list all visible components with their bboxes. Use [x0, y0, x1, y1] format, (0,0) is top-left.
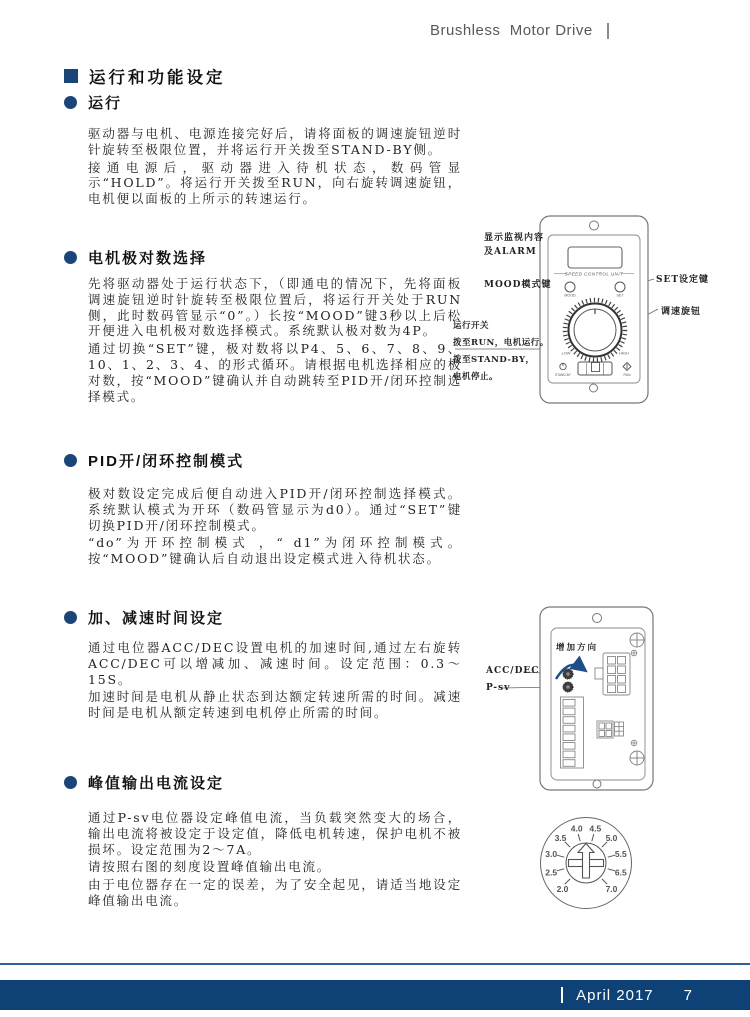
- section-body-accel: [88, 640, 462, 723]
- screw-hole-bottom: [593, 780, 601, 788]
- paragraph: 通过电位器ACC/DEC设置电机的加速时间,通过左右旋转ACC/DEC可以增减加、减速时间。设定范围：0.3～15S。: [88, 640, 462, 687]
- paragraph: 驱动器与电机、电源连接完好后，请将面板的调速旋钮逆时针旋转至极限位置，并将运行开关拨至STAND-BY侧。: [88, 126, 462, 157]
- screw-hole-top: [590, 221, 599, 230]
- section-body-peak: [88, 810, 462, 911]
- main-section-heading: [64, 64, 226, 88]
- dial-value: 2.5: [545, 867, 558, 878]
- footer-bar: [0, 980, 750, 1010]
- p-sv-potentiometer: [563, 682, 573, 692]
- callout-run-switch-line1: 运行开关: [453, 321, 490, 331]
- paragraph: 请按照右图的刻度设置峰值输出电流。: [88, 859, 332, 875]
- ground-icon-bottom: [631, 740, 637, 746]
- run-label: RUN: [623, 373, 631, 377]
- callout-knob: 调速旋钮: [661, 307, 702, 317]
- circle-bullet-icon: [64, 611, 77, 624]
- callout-p-sv: P-sv: [486, 683, 511, 693]
- digital-display: [568, 247, 622, 268]
- header-divider: [607, 23, 609, 39]
- knob-low-label: LOW: [561, 351, 571, 356]
- footer-page-number: 7: [683, 986, 692, 1004]
- callout-run-switch-line2: 拨至RUN，电机运行。: [453, 338, 549, 348]
- callout-display: [484, 231, 544, 259]
- paragraph: 通过P-sv电位器设定峰值电流，当负载突然变大的场合，输出电流将被设定于设定值，降低电机转速，保护电机不被损坏。设定范围为2～7A。: [88, 810, 462, 857]
- section-heading-peak: [64, 772, 224, 793]
- header-title: Brushless Motor Drive: [430, 22, 593, 39]
- mood-button-label: MOOD: [564, 293, 576, 298]
- dial-value: 3.0: [545, 849, 558, 859]
- run-switch: [578, 362, 612, 375]
- main-section-title: 运行和功能设定: [89, 69, 226, 87]
- section-heading-run: [64, 92, 122, 113]
- paragraph: “do”为开环控制模式 ，“ d1”为闭环控制模式。按“MOOD”键确认后自动退出设定模式进入待机状态。: [88, 535, 462, 567]
- callout-run-switch: [453, 318, 549, 386]
- back-panel-diagram: [450, 595, 750, 805]
- screw-hole-bottom: [590, 384, 598, 392]
- terminal-strip: [561, 697, 584, 768]
- phillips-screw-bottom: [630, 751, 644, 765]
- screw-hole-top: [593, 614, 602, 623]
- paragraph: 由于电位器存在一定的误差，为了安全起见，请适当地设定峰值输出电流。: [88, 877, 462, 908]
- standby-label: STAND-BY: [555, 373, 571, 377]
- mood-button: [565, 282, 575, 292]
- paragraph: 加速时间是电机从静止状态到达额定转速所需的时间。减速时间是电机从额定转速到电机停止所需的时间。: [88, 689, 462, 721]
- section-title-accel: 加、减速时间设定: [88, 610, 225, 627]
- paragraph: 通过切换“SET”键，极对数将以P4、5、6、7、8、9、10、1、2、3、4、的形式循环。请根据电机选择相应的极对数，按“MOOD”键确认并自动跳转至PID开/闭环控制选择模式。: [88, 341, 462, 404]
- callout-acc-dec: ACC/DEC: [486, 666, 540, 676]
- section-body-run: [88, 126, 462, 209]
- callout-mood: MOOD模式键: [484, 280, 552, 290]
- phillips-screw-top: [630, 633, 644, 647]
- footer-divider: [561, 987, 563, 1003]
- section-heading-pole: [64, 247, 207, 268]
- paragraph: 极对数设定完成后便自动进入PID开/闭环控制选择模式。系统默认模式为开环（数码管显示为d0）。通过“SET”键切换PID开/闭环控制模式。: [88, 486, 462, 533]
- callout-set: SET设定键: [656, 275, 710, 285]
- peak-current-dial: [533, 808, 643, 918]
- section-heading-accel: [64, 607, 224, 628]
- section-title-run: 运行: [88, 95, 123, 112]
- footer-date: April 2017: [576, 986, 654, 1004]
- section-body-pole: [88, 276, 462, 406]
- callout-increase-direction: 增加方向: [556, 643, 599, 653]
- circle-bullet-icon: [64, 776, 77, 789]
- callout-display-line1: 显示监视内容: [484, 233, 545, 243]
- dial-value: 5.0: [605, 833, 618, 843]
- circle-bullet-icon: [64, 251, 77, 264]
- knob-high-label: HIGH: [619, 351, 629, 356]
- section-title-pid: PID开/闭环控制模式: [88, 453, 245, 470]
- callout-run-switch-line3: 拨至STAND-BY，: [453, 355, 535, 365]
- unit-label: SPEED CONTROL UNIT: [564, 271, 624, 277]
- paragraph: 接通电源后，驱动器进入待机状态，数码管显示“HOLD”。将运行开关拨至RUN，向右旋转调速旋钮，电机便以面板的上所示的转速运行。: [88, 159, 462, 207]
- callout-run-switch-line4: 电机停止。: [453, 372, 499, 382]
- dial-value: 5.5: [614, 849, 627, 859]
- dial-value: 4.0: [570, 823, 583, 834]
- dial-value: 3.5: [554, 833, 567, 843]
- section-heading-pid: [64, 450, 244, 471]
- square-bullet-icon: [64, 69, 78, 83]
- set-button: [615, 282, 625, 292]
- page-header: [430, 22, 609, 39]
- section-body-pid: [88, 486, 462, 569]
- dial-value: 6.5: [614, 867, 627, 878]
- section-title-pole: 电机极对数选择: [88, 250, 208, 267]
- dial-value: 4.5: [589, 823, 602, 834]
- set-button-label: SET: [616, 293, 624, 298]
- footer-rule: [0, 963, 750, 965]
- power-connector: [597, 721, 624, 738]
- dial-value: 2.0: [556, 884, 569, 894]
- dial-value: 7.0: [605, 884, 618, 894]
- callout-display-line2: 及ALARM: [484, 247, 537, 257]
- circle-bullet-icon: [64, 454, 77, 467]
- acc-dec-potentiometer: [563, 669, 573, 679]
- circle-bullet-icon: [64, 96, 77, 109]
- section-title-peak: 峰值输出电流设定: [88, 775, 225, 792]
- paragraph: 先将驱动器处于运行状态下，（即通电的情况下，先将面板调速旋钮逆时针旋转至极限位置后，将运行开关处于RUN侧，此时数码管显示“0”。）长按“MOOD”键3秒以上后松开便进入电机极对数选择模式。系统默认极对数为4P。: [88, 276, 462, 339]
- ground-icon-top: [631, 650, 637, 656]
